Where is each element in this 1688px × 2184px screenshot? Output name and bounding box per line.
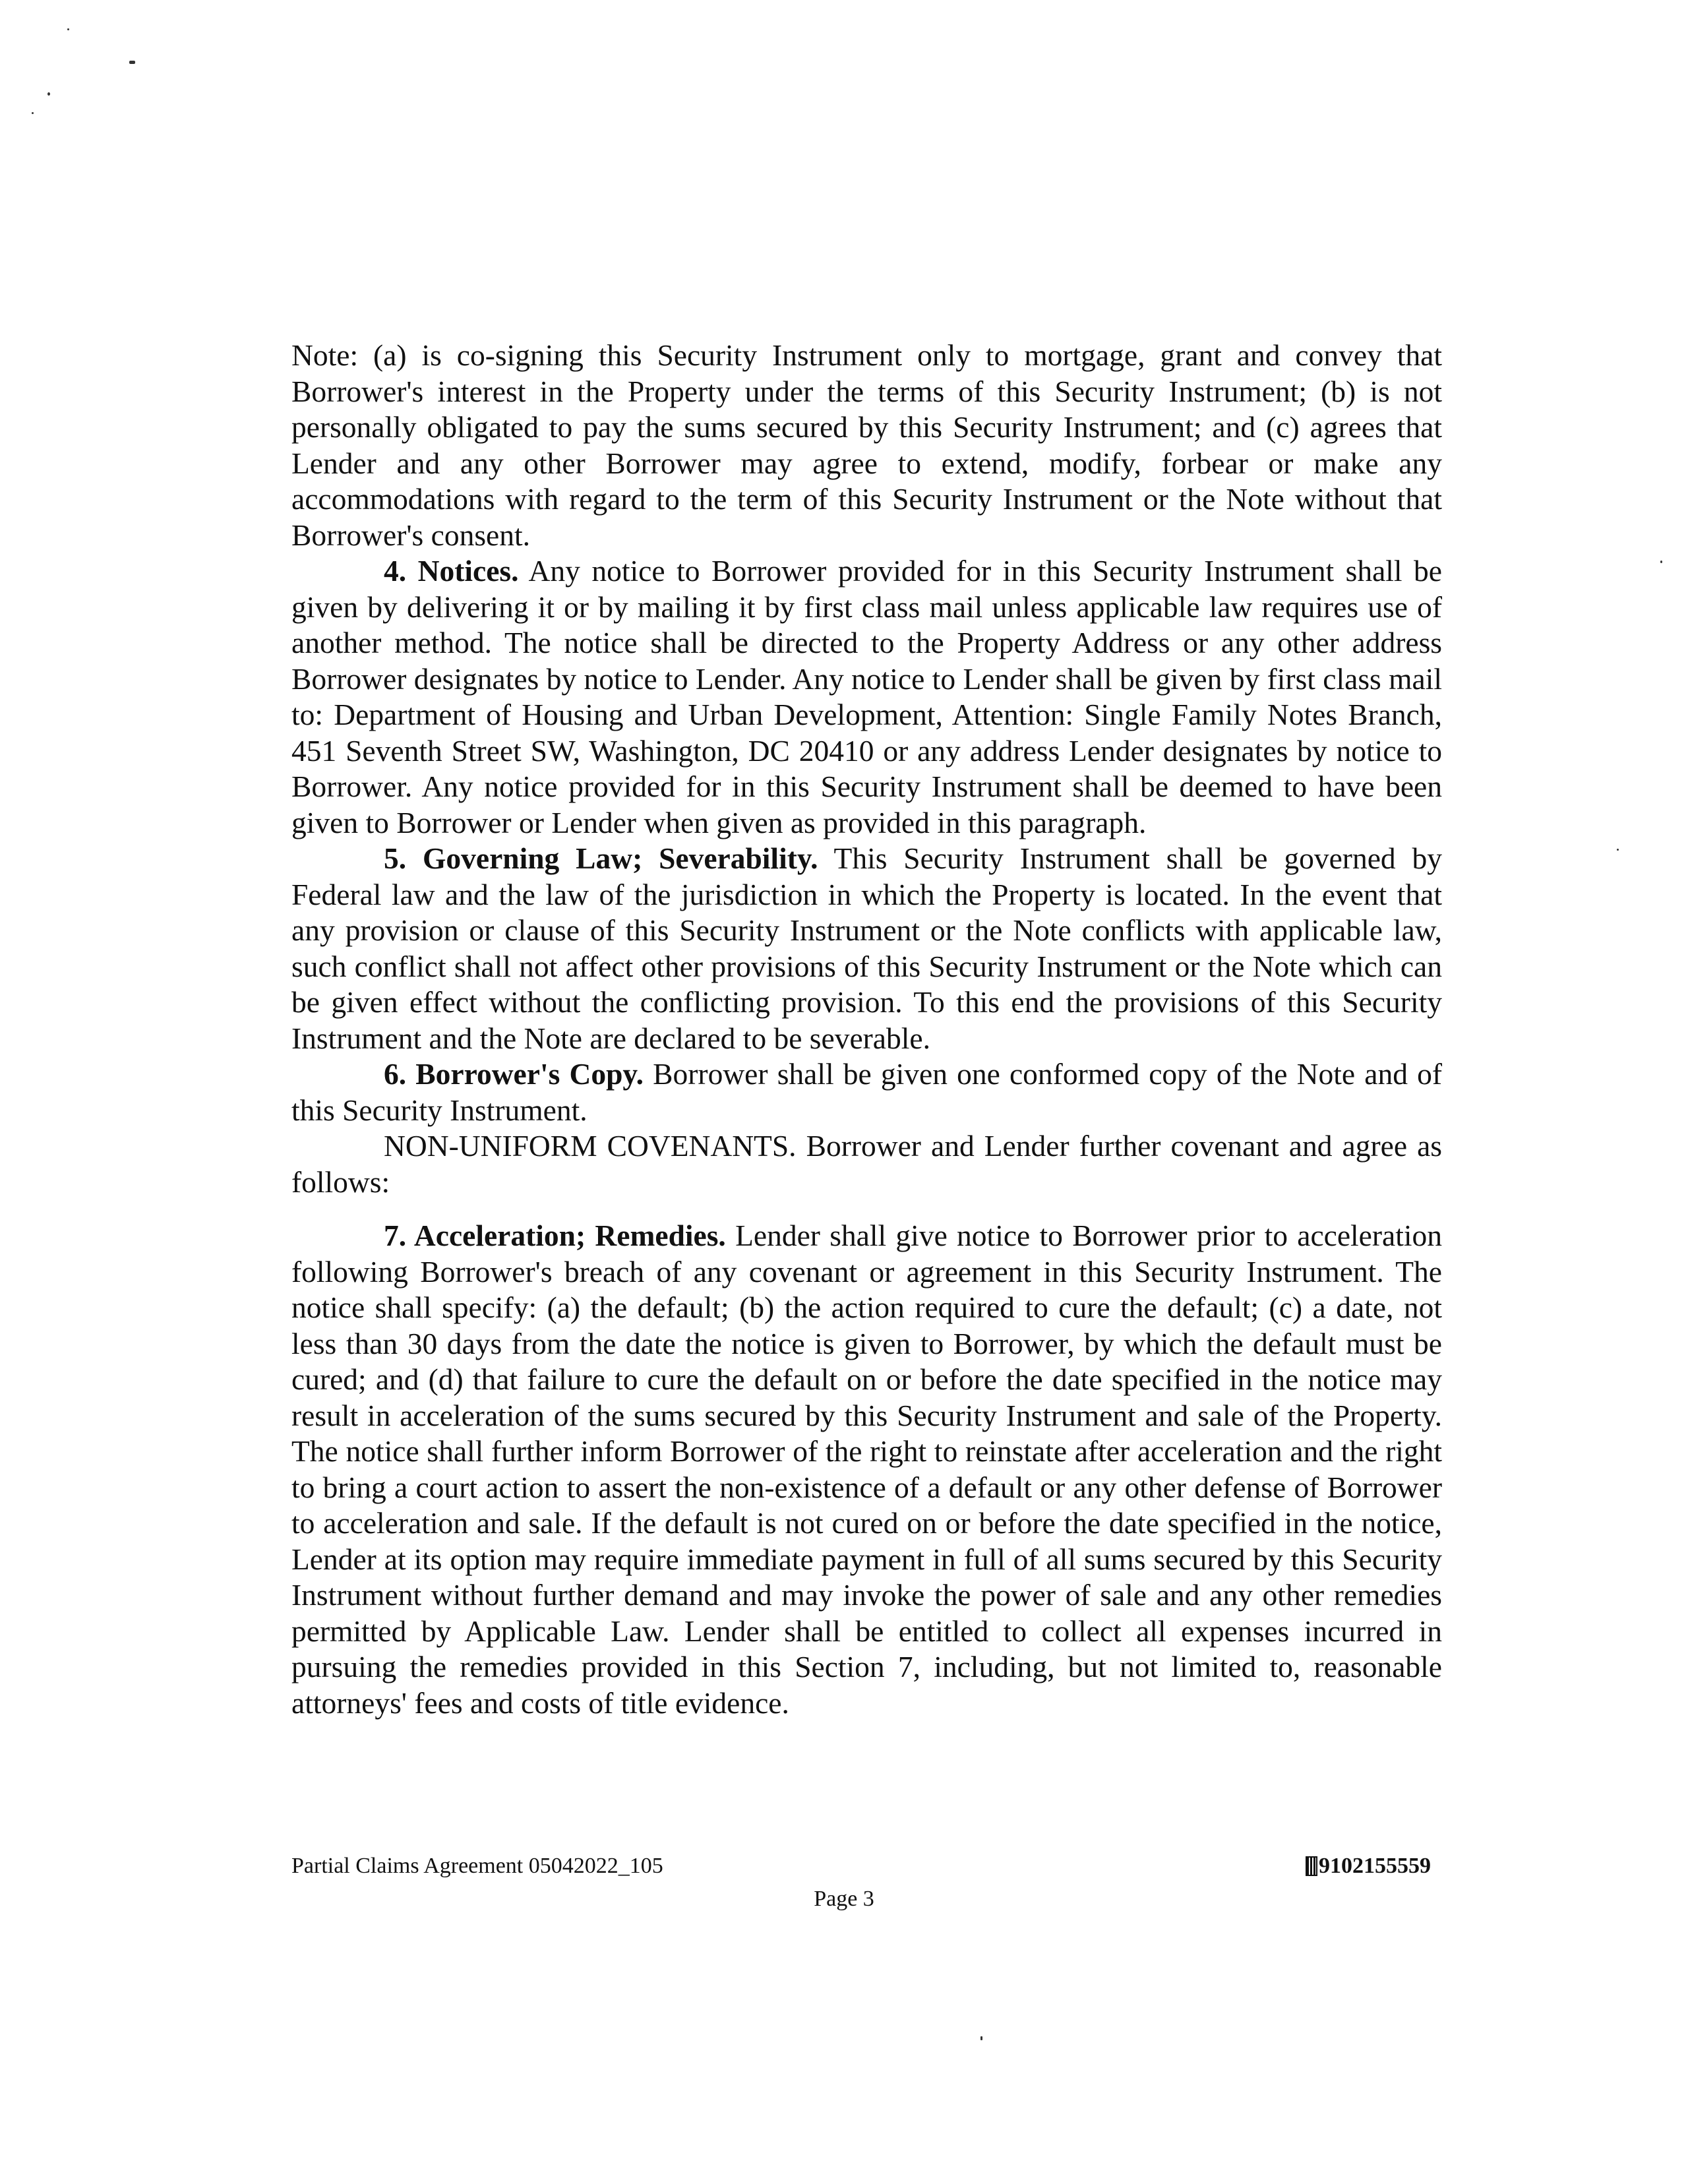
loan-number: 9102155559: [1319, 1854, 1431, 1878]
section-text: Lender shall give notice to Borrower prior to acceleration following Borrower's breach of any covenant or agreement in this Security Instrument. The notice shall specify: (a) the default; (b) the action required to cure the default; (c) a date, not less than 30 days from the date the notice is given to Borrower, by which the default must be cured; and (d) that failure to cure the default on or before the date specified in the notice may result in acceleration of the sums secured by this Security Instrument and sale of the Property. The notice shall further inform Borrower of the right to reinstate after acceleration and the right to bring a court action to assert the non-existence of a default or any other defense of Borrower to acceleration and sale. If the default is not cured on or before the date specified in the notice, Lender at its option may require immediate payment in full of all sums secured by this Security Instrument without further demand and may invoke the power of sale and any other remedies permitted by Applicable Law. Lender shall be entitled to collect all expenses incurred in pursuing the remedies provided in this Section 7, including, but not limited to, reasonable attorneys' fees and costs of title evidence.: [291, 1219, 1442, 1720]
page-number: Page 3: [814, 1887, 874, 1911]
scan-speck: [47, 92, 50, 96]
scan-speck: [1617, 849, 1619, 851]
section-4-notices: [291, 553, 1442, 841]
section-text: This Security Instrument shall be governed by Federal law and the law of the jurisdiction in which the Property is located. In the event that any provision or clause of this Security Instrument or the Note conflicts with applicable law, such conflict shall not affect other provisions of this Security Instrument or the Note which can be given effect without the conflicting provision. To this end the provisions of this Security Instrument and the Note are declared to be severable.: [291, 841, 1443, 1055]
scan-speck: [129, 61, 135, 64]
footer-document-title: Partial Claims Agreement 05042022_105: [291, 1854, 663, 1878]
section-heading: 5. Governing Law; Severability.: [384, 841, 818, 875]
section-heading: 4. Notices.: [384, 554, 519, 588]
scan-speck: [67, 28, 69, 30]
paragraph-text: NON-UNIFORM COVENANTS. Borrower and Lender further covenant and agree as follows:: [291, 1129, 1442, 1199]
scan-speck: [980, 2036, 982, 2040]
paragraph-note: [291, 338, 1442, 553]
section-6-borrowers-copy: [291, 1056, 1442, 1128]
footer-loan-number: [1306, 1853, 1431, 1879]
section-text: Any notice to Borrower provided for in this Security Instrument shall be given by delivering it or by mailing it by first class mail unless applicable law requires use of another method. The notice shall be directed to the Property Address or any other address Borrower designates by notice to Lender. Any notice to Lender shall be given by first class mail to: Department of Housing and Urban Development, Attention: Single Family Notes Branch, 451 Seventh Street SW, Washington, DC 20410 or any address Lender designates by notice to Borrower. Any notice provided for in this Security Instrument shall be deemed to have been given to Borrower or Lender when given as provided in this paragraph.: [291, 554, 1443, 839]
barcode-icon: [1306, 1856, 1317, 1876]
scan-speck: [32, 112, 34, 114]
section-text: Borrower shall be given one conformed copy of the Note and of this Security Instrument.: [291, 1057, 1443, 1127]
paragraph-text: Note: (a) is co-signing this Security Instrument only to mortgage, grant and convey that Borrower's interest in the Property under the terms of this Security Instrument; (b) is not personally obligated to pay the sums secured by this Security Instrument; and (c) agrees that Lender and any other Borrower may agree to extend, modify, forbear or make any accommodations with regard to the term of this Security Instrument or the Note without that Borrower's consent.: [291, 338, 1442, 552]
section-7-acceleration: [291, 1218, 1442, 1721]
section-heading: 7. Acceleration; Remedies.: [384, 1219, 726, 1252]
section-heading: 6. Borrower's Copy.: [384, 1057, 644, 1091]
section-5-governing-law: [291, 841, 1442, 1056]
non-uniform-covenants: [291, 1128, 1442, 1200]
document-body: [291, 338, 1442, 1721]
scan-speck: [1660, 561, 1662, 563]
